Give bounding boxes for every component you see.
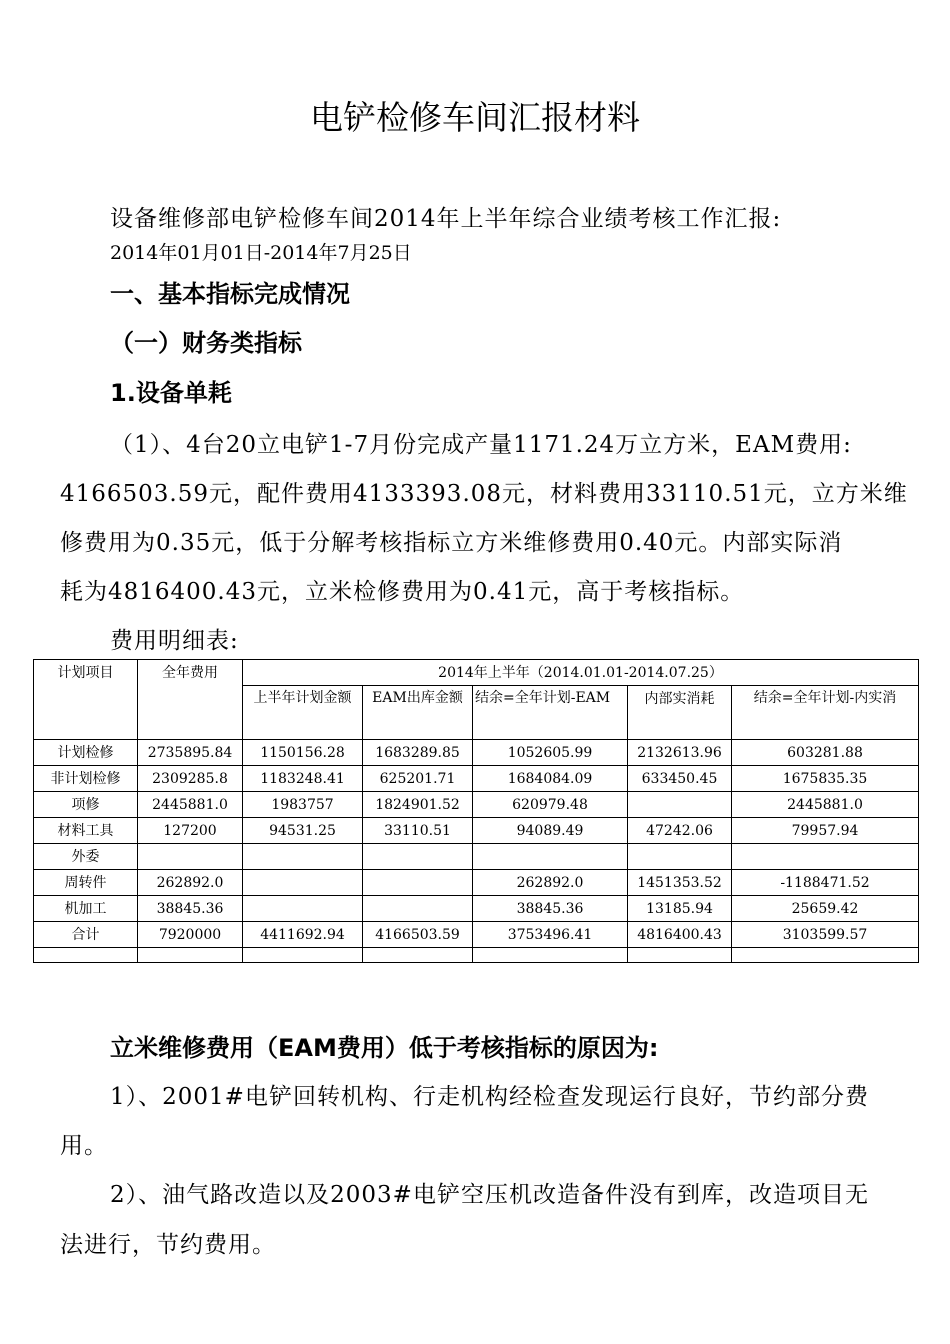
table-cell xyxy=(628,948,732,963)
table-cell: 1183248.41 xyxy=(243,766,363,792)
table-cell xyxy=(138,948,243,963)
period-line: 2014年01月01日-2014年7月25日 xyxy=(110,242,412,264)
table-cell: 周转件 xyxy=(34,870,138,896)
table-cell: 机加工 xyxy=(34,896,138,922)
table-cell: 1451353.52 xyxy=(628,870,732,896)
table-cell: 633450.45 xyxy=(628,766,732,792)
table-cell: 4166503.59 xyxy=(363,922,473,948)
table-cell: 262892.0 xyxy=(138,870,243,896)
table-cell: 项修 xyxy=(34,792,138,818)
header-period: 2014年上半年（2014.01.01-2014.07.25） xyxy=(243,660,919,686)
table-cell xyxy=(363,870,473,896)
reason-line: 用。 xyxy=(60,1133,108,1159)
intro-line: 设备维修部电铲检修车间2014年上半年综合业绩考核工作汇报: xyxy=(110,206,782,232)
table-cell: 603281.88 xyxy=(732,740,919,766)
subheader-cell: 结余=全年计划-EAM xyxy=(473,686,628,740)
table-cell: 47242.06 xyxy=(628,818,732,844)
table-cell: 2445881.0 xyxy=(138,792,243,818)
table-cell xyxy=(363,844,473,870)
table-cell xyxy=(363,948,473,963)
table-cell: 7920000 xyxy=(138,922,243,948)
table-cell: 1052605.99 xyxy=(473,740,628,766)
table-cell: 合计 xyxy=(34,922,138,948)
table-cell: 1684084.09 xyxy=(473,766,628,792)
table-cell: 1983757 xyxy=(243,792,363,818)
table-cell xyxy=(34,948,138,963)
table-row xyxy=(34,922,919,948)
table-cell: 25659.42 xyxy=(732,896,919,922)
table-cell xyxy=(473,844,628,870)
table-row xyxy=(34,948,919,963)
table-cell: 620979.48 xyxy=(473,792,628,818)
table-cell: 94089.49 xyxy=(473,818,628,844)
subsection-heading: （一）财务类指标 xyxy=(110,329,302,357)
table-cell: 2309285.8 xyxy=(138,766,243,792)
table-cell: 94531.25 xyxy=(243,818,363,844)
table-cell: 79957.94 xyxy=(732,818,919,844)
reason-line: 2）、油气路改造以及2003#电铲空压机改造备件没有到库，改造项目无 xyxy=(110,1182,869,1208)
reason-line: 法进行，节约费用。 xyxy=(60,1232,276,1258)
table-cell: 38845.36 xyxy=(138,896,243,922)
table-cell: 1675835.35 xyxy=(732,766,919,792)
table-row xyxy=(34,792,919,818)
table-cell xyxy=(628,792,732,818)
subheader-cell: EAM出库金额 xyxy=(363,686,473,740)
table-row xyxy=(34,818,919,844)
page-title: 电铲检修车间汇报材料 xyxy=(310,98,640,137)
table-cell xyxy=(628,844,732,870)
table-cell: 非计划检修 xyxy=(34,766,138,792)
paragraph-line: 4166503.59元，配件费用4133393.08元，材料费用33110.51元，立方米维 xyxy=(60,481,908,507)
table-row xyxy=(34,766,919,792)
table-cell xyxy=(363,896,473,922)
table-cell xyxy=(243,844,363,870)
item-heading: 1.设备单耗 xyxy=(110,379,232,407)
header-item: 计划项目 xyxy=(34,660,138,740)
table-cell xyxy=(732,844,919,870)
table-cell: 33110.51 xyxy=(363,818,473,844)
table-cell xyxy=(732,948,919,963)
header-annual: 全年费用 xyxy=(138,660,243,740)
table-cell: 4816400.43 xyxy=(628,922,732,948)
table-cell: 计划检修 xyxy=(34,740,138,766)
paragraph-line: （1）、4台20立电铲1-7月份完成产量1171.24万立方米，EAM费用: xyxy=(110,432,852,458)
subheader-cell: 结余=全年计划-内实消 xyxy=(732,686,919,740)
table-cell xyxy=(473,948,628,963)
reason-line: 1）、2001#电铲回转机构、行走机构经检查发现运行良好，节约部分费 xyxy=(110,1084,869,1110)
table-row xyxy=(34,870,919,896)
reason-heading: 立米维修费用（EAM费用）低于考核指标的原因为: xyxy=(110,1034,659,1062)
table-cell: 1824901.52 xyxy=(363,792,473,818)
table-row xyxy=(34,844,919,870)
table-cell: 262892.0 xyxy=(473,870,628,896)
table-cell: 13185.94 xyxy=(628,896,732,922)
table-cell: -1188471.52 xyxy=(732,870,919,896)
table-row xyxy=(34,740,919,766)
table-cell xyxy=(243,948,363,963)
subheader-cell: 内部实消耗 xyxy=(628,686,732,740)
table-cell: 625201.71 xyxy=(363,766,473,792)
paragraph-line: 修费用为0.35元，低于分解考核指标立方米维修费用0.40元。内部实际消 xyxy=(60,530,843,556)
table-cell xyxy=(243,870,363,896)
table-cell: 材料工具 xyxy=(34,818,138,844)
table-cell: 1150156.28 xyxy=(243,740,363,766)
table-cell: 3103599.57 xyxy=(732,922,919,948)
table-row xyxy=(34,896,919,922)
table-cell: 1683289.85 xyxy=(363,740,473,766)
subheader-cell: 上半年计划金额 xyxy=(243,686,363,740)
table-cell xyxy=(243,896,363,922)
table-cell xyxy=(138,844,243,870)
table-cell: 127200 xyxy=(138,818,243,844)
section-heading: 一、基本指标完成情况 xyxy=(110,280,350,308)
table-cell: 外委 xyxy=(34,844,138,870)
table-caption: 费用明细表: xyxy=(110,628,239,654)
table-cell: 4411692.94 xyxy=(243,922,363,948)
table-cell: 3753496.41 xyxy=(473,922,628,948)
table-cell: 2735895.84 xyxy=(138,740,243,766)
fee-detail-table xyxy=(33,659,919,963)
paragraph-line: 耗为4816400.43元，立米检修费用为0.41元，高于考核指标。 xyxy=(60,579,745,605)
table-cell: 2132613.96 xyxy=(628,740,732,766)
table-cell: 38845.36 xyxy=(473,896,628,922)
table-cell: 2445881.0 xyxy=(732,792,919,818)
